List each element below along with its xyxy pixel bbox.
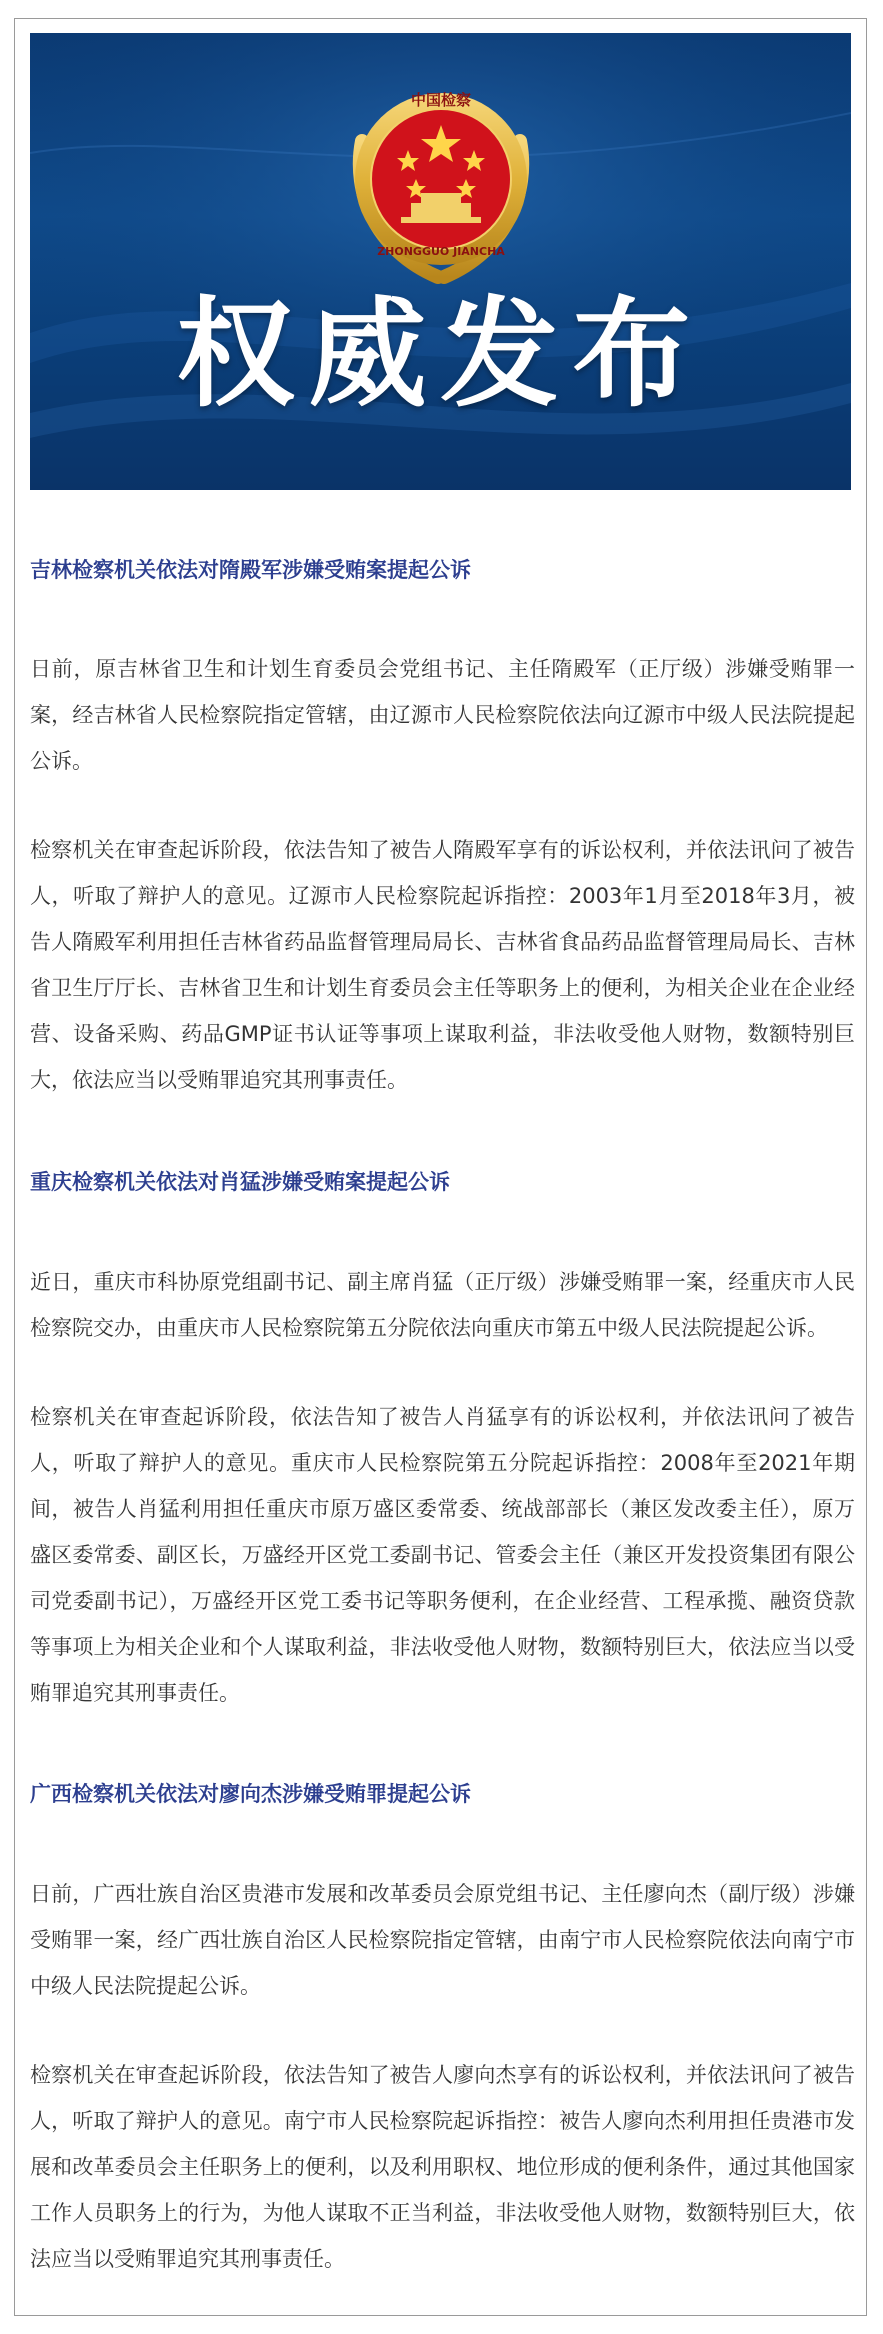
article-content [30,489,855,2282]
section-heading: 重庆检察机关依法对肖猛涉嫌受贿案提起公诉 [30,1170,450,1194]
emblem-bottom-text: ZHONGGUO JIANCHA [377,245,505,258]
emblem-top-text: 中国检察 [410,91,472,109]
article-frame [14,18,867,2316]
banner-title: 权威发布 [176,284,705,423]
paragraph: 近日，重庆市科协原党组副书记、副主席肖猛（正厅级）涉嫌受贿罪一案，经重庆市人民检察院交办，由重庆市人民检察院第五分院依法向重庆市第五中级人民法院提起公诉。 [30,1270,855,1340]
paragraph: 检察机关在审查起诉阶段，依法告知了被告人肖猛享有的诉讼权利，并依法讯问了被告人，听取了辩护人的意见。重庆市人民检察院第五分院起诉指控：2008年至2021年期间，被告人肖猛利用担任重庆市原万盛区委常委、统战部部长（兼区发改委主任），原万盛区委常委、副区长，万盛经开区党工委副书记、管委会主任（兼区开发投资集团有限公司党委副书记），万盛经开区党工委书记等职务便利，在企业经营、工程承揽、融资贷款等事项上为相关企业和个人谋取利益，非法收受他人财物，数额特别巨大，依法应当以受贿罪追究其刑事责任。 [30,1405,855,1705]
procuratorate-emblem-icon [355,91,527,277]
paragraph: 日前，广西壮族自治区贵港市发展和改革委员会原党组书记、主任廖向杰（副厅级）涉嫌受贿罪一案，经广西壮族自治区人民检察院指定管辖，由南宁市人民检察院依法向南宁市中级人民法院提起公诉。 [30,1882,855,1998]
paragraph: 日前，原吉林省卫生和计划生育委员会党组书记、主任隋殿军（正厅级）涉嫌受贿罪一案，经吉林省人民检察院指定管辖，由辽源市人民检察院依法向辽源市中级人民法院提起公诉。 [30,657,855,773]
banner-image [30,33,851,490]
paragraph: 检察机关在审查起诉阶段，依法告知了被告人廖向杰享有的诉讼权利，并依法讯问了被告人，听取了辩护人的意见。南宁市人民检察院起诉指控：被告人廖向杰利用担任贵港市发展和改革委员会主任职务上的便利，以及利用职权、地位形成的便利条件，通过其他国家工作人员职务上的行为，为他人谋取不正当利益，非法收受他人财物，数额特别巨大，依法应当以受贿罪追究其刑事责任。 [30,2063,855,2271]
section-heading: 广西检察机关依法对廖向杰涉嫌受贿罪提起公诉 [30,1782,471,1806]
paragraph: 检察机关在审查起诉阶段，依法告知了被告人隋殿军享有的诉讼权利，并依法讯问了被告人，听取了辩护人的意见。辽源市人民检察院起诉指控：2003年1月至2018年3月，被告人隋殿军利用担任吉林省药品监督管理局局长、吉林省食品药品监督管理局局长、吉林省卫生厅厅长、吉林省卫生和计划生育委员会主任等职务上的便利，为相关企业在企业经营、设备采购、药品GMP证书认证等事项上谋取利益，非法收受他人财物，数额特别巨大，依法应当以受贿罪追究其刑事责任。 [30,838,855,1092]
section-heading: 吉林检察机关依法对隋殿军涉嫌受贿案提起公诉 [30,558,471,582]
